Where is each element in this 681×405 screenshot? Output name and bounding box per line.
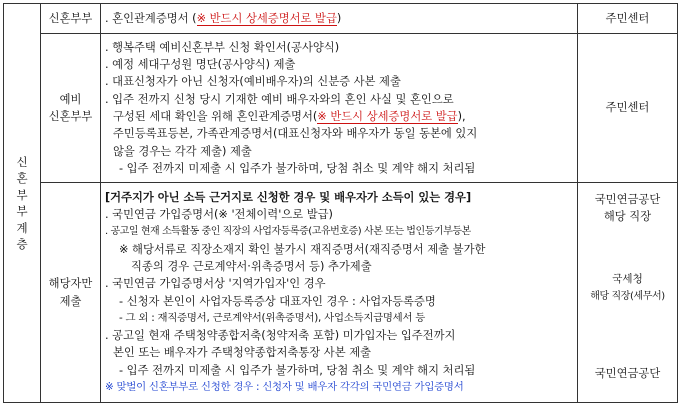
row-label-applicable-only: 해당자만 제출 (41, 183, 101, 403)
table-row (4, 34, 678, 183)
row-content-applicable-only (101, 183, 578, 403)
list-item: 않을 경우는 각각 제출) 제출 (113, 144, 252, 158)
list-item: . 행복주택 예비신혼부부 신청 확인서(공사양식) (105, 40, 340, 54)
note-text: ※ 맞벌이 신혼부부로 신청한 경우 : 신청자 및 배우자 각각의 국민연금 가입증명서 (105, 380, 464, 393)
list-item: . 예정 세대구성원 명단(공사양식) 제출 (105, 58, 296, 72)
requirements-table (3, 3, 678, 403)
list-item: 본인 또는 배우자가 주택청약종합저축통장 사본 제출 (113, 346, 372, 360)
section-heading: [거주지가 아닌 소득 근거지로 신청한 경우 및 배우자가 소득이 있는 경우] (105, 190, 472, 204)
list-item: . 공고일 현재 주택청약종합저축(청약저축 포함) 미가입자는 입주전까지 (105, 329, 456, 343)
submit-to-applicable-only: 국민연금공단 해당 직장 국세청 해당 직장(세무서) 국민연금공단 (578, 183, 678, 403)
row-content-newlywed (101, 4, 578, 34)
list-item: 직종의 경우 근로계약서·위촉증명서 등) 추가제출 (131, 259, 372, 273)
list-item: - 신청자 본인이 사업자등록증상 대표자인 경우 : 사업자등록증명 (119, 294, 436, 308)
table-row (4, 183, 678, 403)
category-label: 신혼부부계층 (16, 154, 28, 251)
row-label-newlywed: 신혼부부 (41, 4, 101, 34)
list-item: . 공고일 현재 소득활동 중인 직장의 사업자등록증(고유번호증) 사본 또는 법인등기부등본 (105, 226, 471, 238)
list-item: 주민등록표등본, 가족관계증명서(대표신청자와 배우자가 동일 동본에 있지 (113, 127, 478, 141)
list-item: . 혼인관계증명서 (※ 반드시 상세증명서로 발급) (105, 11, 342, 25)
list-item: . 대표신청자가 아닌 신청자(예비배우자)의 신분증 사본 제출 (105, 75, 401, 89)
list-item: ※ 해당서류로 직장소재지 확인 불가시 재직증명서(재직증명서 제출 불가한 (119, 242, 486, 256)
list-item: 구성된 세대 확인을 위해 혼인관계증명서(※ 반드시 상세증명서로 발급), (113, 110, 466, 123)
category-cell (4, 4, 41, 403)
list-item: - 입주 전까지 미제출 시 입주가 불가하며, 당첨 취소 및 계약 해지 처리됨 (119, 363, 476, 377)
list-item: . 국민연금 가입증명서상 '지역가입자'인 경우 (105, 277, 326, 291)
list-item: . 입주 전까지 신청 당시 기재한 예비 배우자와의 혼인 사실 및 혼인으로 (105, 92, 454, 106)
list-item: - 그 외 : 재직증명서, 근로계약서(위촉증명서), 사업소득지급명세서 등 (119, 311, 426, 324)
submit-to-newlywed: 주민센터 (578, 4, 678, 34)
row-content-prospective (101, 34, 578, 183)
list-item: - 입주 전까지 미제출 시 입주가 불가하며, 당첨 취소 및 계약 해지 처리됨 (119, 161, 476, 175)
list-item: . 국민연금 가입증명서(※ '전체이력'으로 발급) (105, 208, 333, 222)
table-row (4, 4, 678, 34)
submit-to-prospective: 주민센터 (578, 34, 678, 183)
row-label-prospective: 예비 신혼부부 (41, 34, 101, 183)
